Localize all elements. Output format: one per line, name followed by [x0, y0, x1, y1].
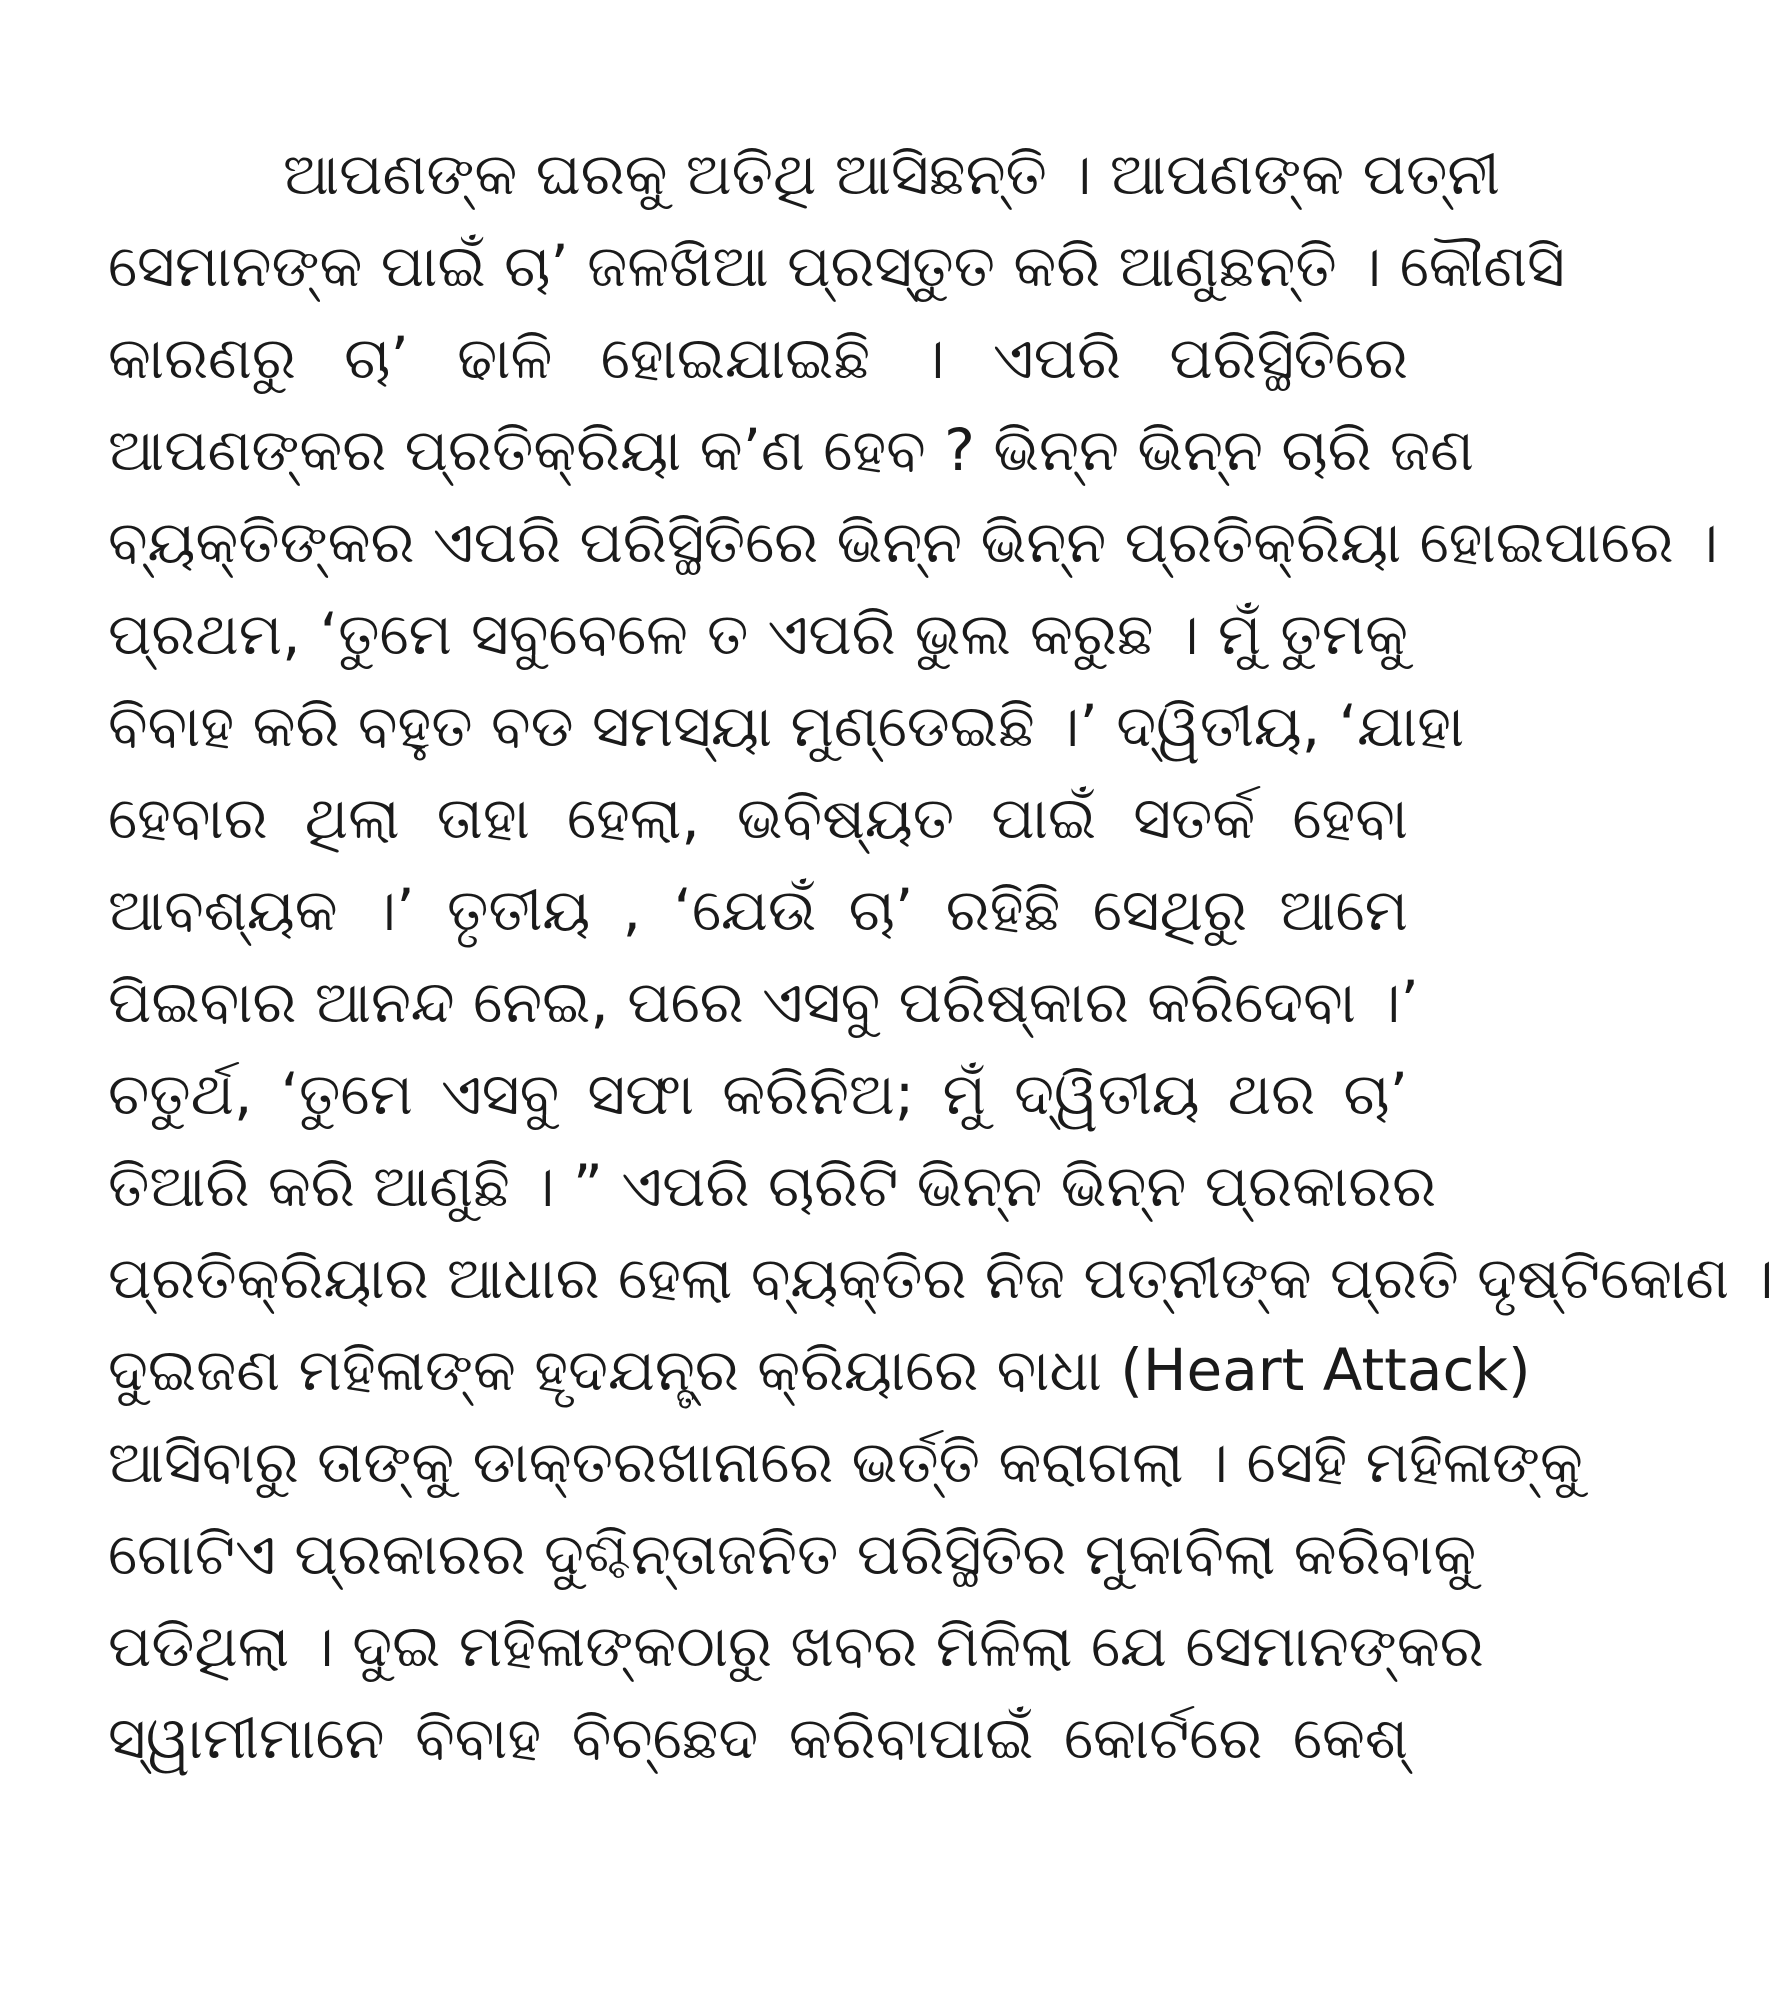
text-line: କାରଣରୁ ଚା’ ଢାଳି ହୋଇଯାଇଛି । ଏପରି ପରିସ୍ଥିତିରେ [108, 324, 1408, 392]
text-line: ଗୋଟିଏ ପ୍ରକାରର ଦୁଶ୍ଚିନ୍ତାଜନିତ ପରିସ୍ଥିତିର ମୁକାବିଲା କରିବାକୁ [108, 1520, 1477, 1588]
text-line: ପ୍ରଥମ, ‘ତୁମେ ସବୁବେଳେ ତ ଏପରି ଭୁଲ କରୁଛ । ମୁଁ ତୁମକୁ [108, 600, 1408, 668]
text-line: ଆପଣଙ୍କ ଘରକୁ ଅତିଥି ଆସିଛନ୍ତି । ଆପଣଙ୍କ ପତ୍ନୀ [283, 140, 1500, 208]
text-line: ତିଆରି କରି ଆଣୁଛି । ” ଏପରି ଚାରିଟି ଭିନ୍ନ ଭିନ୍ନ ପ୍ରକାରର [108, 1152, 1437, 1220]
text-line: ଦୁଇଜଣ ମହିଳାଙ୍କ ହୃଦଯନ୍ତ୍ର କ୍ରିୟାରେ ବାଧା (Heart Attack) [108, 1336, 1531, 1404]
text-line: ସ୍ୱାମୀମାନେ ବିବାହ ବିଚ୍ଛେଦ କରିବାପାଇଁ କୋର୍ଟରେ କେଶ୍ [108, 1704, 1408, 1772]
text-line: ଆବଶ୍ୟକ ।’ ତୃତୀୟ , ‘ଯେଉଁ ଚା’ ରହିଛି ସେଥିରୁ ଆମେ [108, 876, 1408, 944]
text-line: ପିଇବାର ଆନନ୍ଦ ନେଇ, ପରେ ଏସବୁ ପରିଷ୍କାର କରିଦେବା ।’ [108, 968, 1419, 1036]
text-line: ବିବାହ କରି ବହୁତ ବଡ ସମସ୍ୟା ମୁଣ୍ଡେଇଛି ।’ ଦ୍ୱିତୀୟ, ‘ଯାହା [108, 692, 1465, 760]
text-line: ପଡିଥିଲା । ଦୁଇ ମହିଳାଙ୍କଠାରୁ ଖବର ମିଳିଲା ଯେ ସେମାନଙ୍କର [108, 1612, 1484, 1680]
body-paragraph [108, 128, 1774, 1784]
text-line: ହେବାର ଥିଲା ତାହା ହେଲା, ଭବିଷ୍ୟତ ପାଇଁ ସତର୍କ ହେବା [108, 784, 1408, 852]
text-line: ସେମାନଙ୍କ ପାଇଁ ଚା’ ଜଳଖିଆ ପ୍ରସ୍ତୁତ କରି ଆଣୁଛନ୍ତି । କୌଣସି [108, 232, 1565, 300]
text-line: ଆସିବାରୁ ତାଙ୍କୁ ଡାକ୍ତରଖାନାରେ ଭର୍ତ୍ତି କରାଗଲା । ସେହି ମହିଳାଙ୍କୁ [108, 1428, 1583, 1496]
text-line: ଆପଣଙ୍କର ପ୍ରତିକ୍ରିୟା କ’ଣ ହେବ ? ଭିନ୍ନ ଭିନ୍ନ ଚାରି ଜଣ [108, 416, 1474, 484]
text-line: ପ୍ରତିକ୍ରିୟାର ଆଧାର ହେଲା ବ୍ୟକ୍ତିର ନିଜ ପତ୍ନୀଙ୍କ ପ୍ରତି ଦୃଷ୍ଟିକୋଣ । [108, 1244, 1774, 1312]
text-line: ଚତୁର୍ଥ, ‘ତୁମେ ଏସବୁ ସଫା କରିନିଅ; ମୁଁ ଦ୍ୱିତୀୟ ଥର ଚା’ [108, 1060, 1408, 1128]
text-line: ବ୍ୟକ୍ତିଙ୍କର ଏପରି ପରିସ୍ଥିତିରେ ଭିନ୍ନ ଭିନ୍ନ ପ୍ରତିକ୍ରିୟା ହୋଇପାରେ । [108, 508, 1719, 576]
